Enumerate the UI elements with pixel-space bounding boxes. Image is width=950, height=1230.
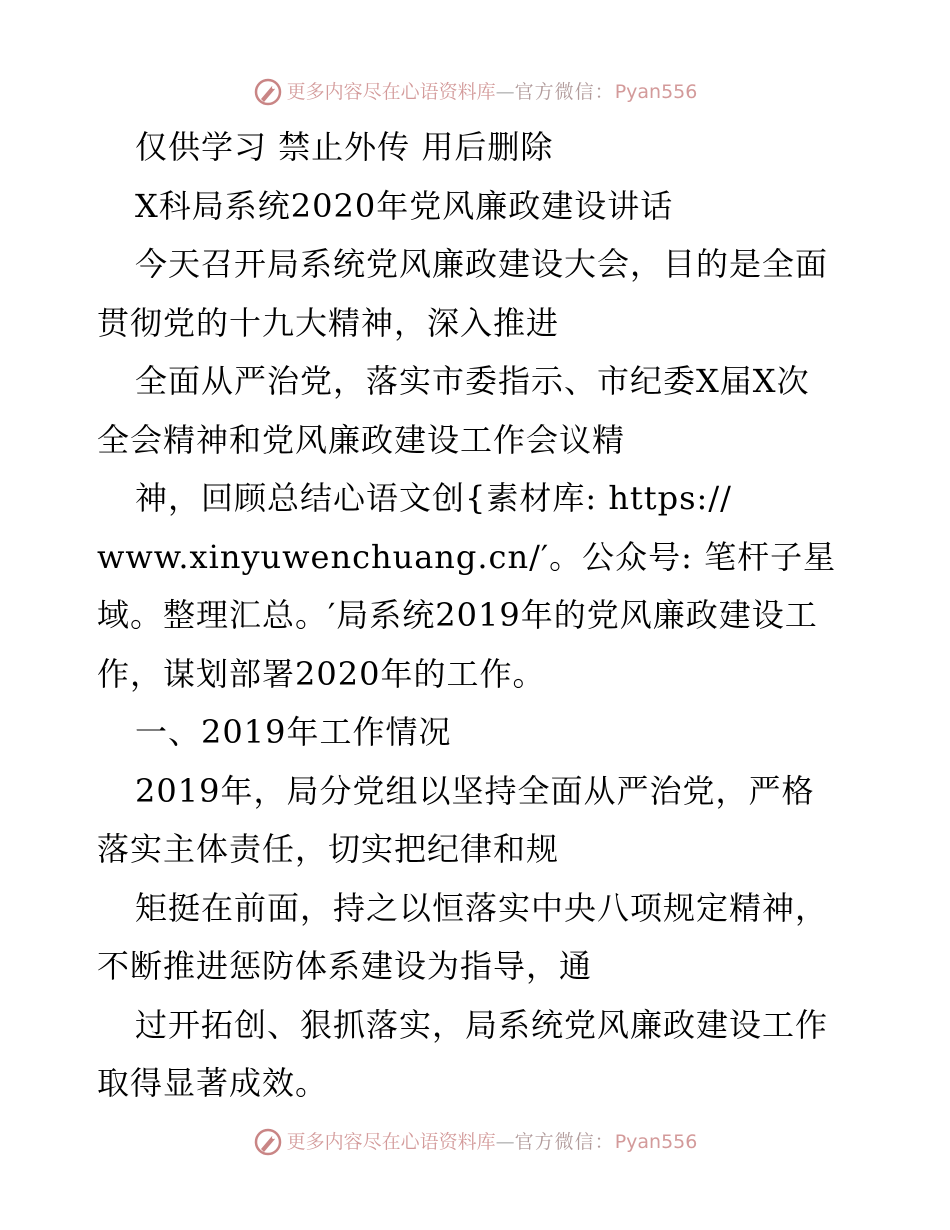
document-line: 域。整理汇总。′局系统2019年的党风廉政建设工 xyxy=(97,596,818,634)
document-line: 2019年，局分党组以坚持全面从严治党，严格 xyxy=(135,771,815,810)
document-line: 贯彻党的十九大精神，深入推进 xyxy=(97,303,560,342)
document-line: 过开拓创、狠抓落实，局系统党风廉政建设工作 xyxy=(135,1005,829,1044)
banner-separator: — xyxy=(495,1131,515,1153)
banner-main-text: 更多内容尽在心语资料库 xyxy=(286,1131,496,1153)
document-line: 落实主体责任，切实把纪律和规 xyxy=(97,830,560,868)
banner-main-text: 更多内容尽在心语资料库 xyxy=(286,81,496,103)
document-line: 矩挺在前面，持之以恒落实中央八项规定精神， xyxy=(135,888,829,927)
banner-wechat-id: Pyan556 xyxy=(614,1131,698,1153)
document-line: 仅供学习 禁止外传 用后删除 xyxy=(135,128,554,166)
document-line: 全面从严治党，落实市委指示、市纪委X届X次 xyxy=(135,362,810,400)
document-line: 神，回顾总结心语文创{素材库: https:// xyxy=(135,479,732,517)
banner-wechat-id: Pyan556 xyxy=(614,81,698,103)
pen-nib-logo-icon xyxy=(253,1127,283,1157)
document-line: www.xinyuwenchuang.cn/′。公众号: 笔杆子星 xyxy=(97,537,837,576)
footer-watermark-banner xyxy=(0,1127,950,1157)
header-watermark-banner xyxy=(0,77,950,107)
document-title: X科局系统2020年党风廉政建设讲话 xyxy=(135,186,674,225)
pen-nib-logo-icon xyxy=(253,77,283,107)
banner-wechat-label: 官方微信： xyxy=(514,81,615,103)
document-line: 全会精神和党风廉政建设工作会议精 xyxy=(97,420,626,459)
document-line: 取得显著成效。 xyxy=(97,1064,329,1102)
document-body xyxy=(97,118,857,1113)
document-line: 作，谋划部署2020年的工作。 xyxy=(97,654,546,693)
banner-wechat-label: 官方微信： xyxy=(514,1131,615,1153)
document-line: 不断推进惩防体系建设为指导，通 xyxy=(97,947,593,985)
section-heading: 一、2019年工作情况 xyxy=(135,713,452,751)
document-line: 今天召开局系统党风廉政建设大会，目的是全面 xyxy=(135,245,829,283)
banner-separator: — xyxy=(495,81,515,103)
